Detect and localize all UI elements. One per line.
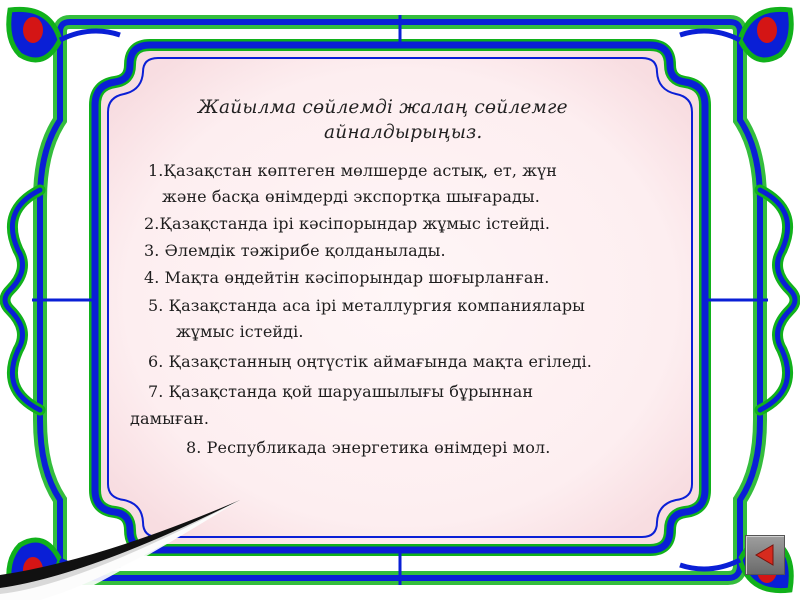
- back-button[interactable]: [745, 535, 785, 575]
- sentence-line: 5. Қазақстанда аса ірі металлургия компаниялары: [148, 296, 586, 315]
- sentence-line: 3. Әлемдік тәжірибе қолданылады.: [144, 241, 446, 260]
- sentence-line: 6. Қазақстанның оңтүстік аймағында мақта егіледі.: [148, 352, 592, 371]
- sentence-line: 2.Қазақстанда ірі кәсіпорындар жұмыс істейді.: [144, 214, 551, 233]
- sentence-line: 1.Қазақстан көптеген мөлшерде астық, ет, жүн: [148, 161, 557, 180]
- sentence-line: дамыған.: [130, 409, 210, 428]
- sentence-line: 7. Қазақстанда қой шаруашылығы бұрыннан: [148, 382, 534, 401]
- slide-title-line-2: айналдырыңыз.: [324, 122, 483, 143]
- sentence-line: жұмыс істейді.: [176, 322, 304, 341]
- triangle-left-icon: [746, 536, 784, 574]
- slide-title-line-1: Жайылма сөйлемді жалаң сөйлемге: [198, 97, 568, 118]
- sentence-line: 8. Республикада энергетика өнімдері мол.: [186, 438, 551, 457]
- sentence-line: 4. Мақта өңдейтін кәсіпорындар шоғырланған.: [144, 268, 550, 287]
- sentence-line: және басқа өнімдерді экспортқа шығарады.: [162, 187, 540, 206]
